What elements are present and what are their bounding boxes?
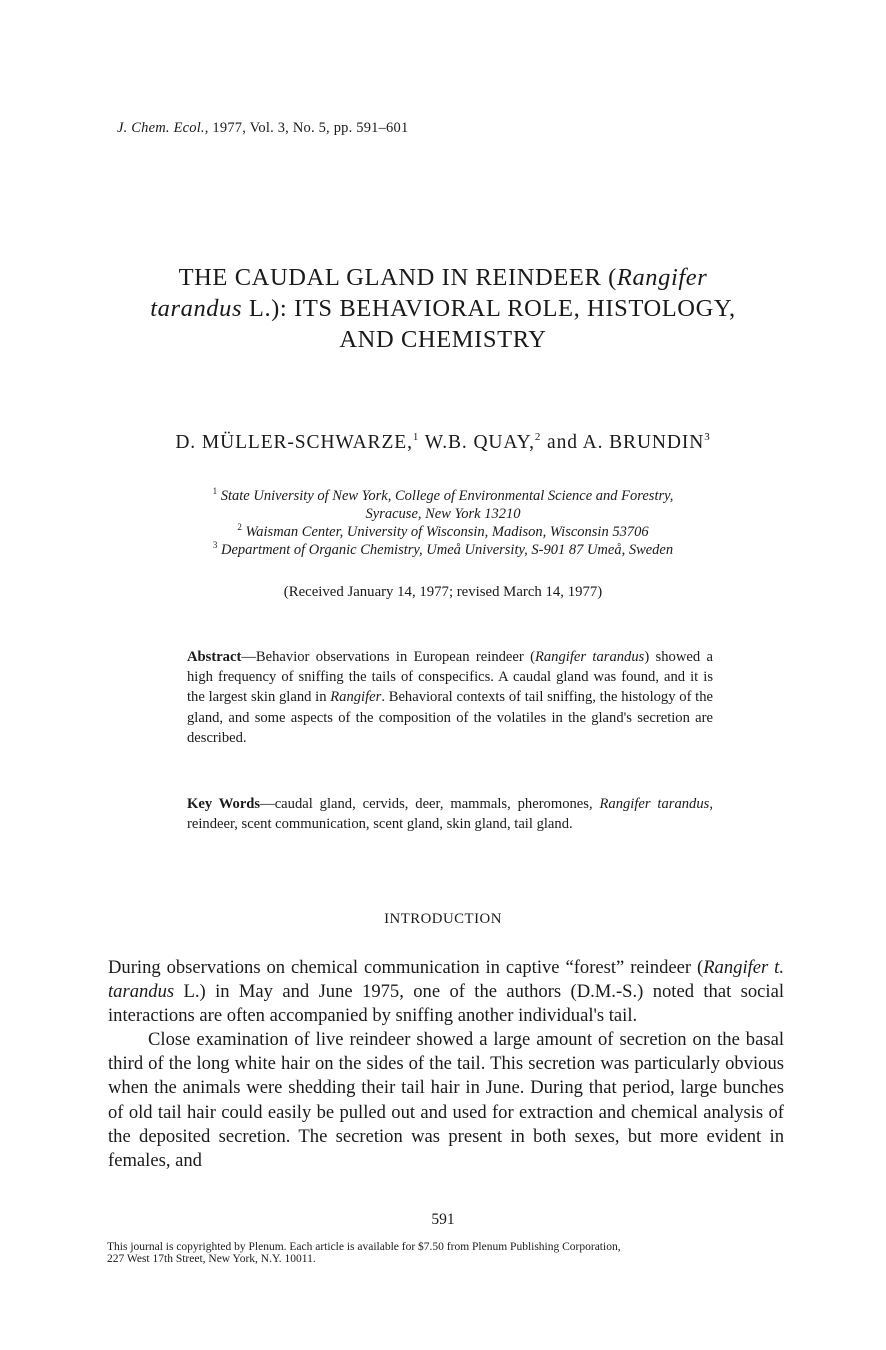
citation-details: , 1977, Vol. 3, No. 5, pp. 591–601 (204, 120, 409, 136)
title-text-2: L.): ITS BEHAVIORAL ROLE, HISTOLOGY, (242, 295, 736, 322)
paragraph-2: Close examination of live reindeer showed a large amount of secretion on the basal third of the long white hair on the sides of the tail. This secretion was particularly obvious when the animals were shedding their tail hair in June. During that period, large bunches of old tail hair could easily be pulled out and used for extraction and chemical analysis of the deposited secretion. The secretion was present in both sexes, but more evident in females, and (108, 1029, 784, 1171)
author-2-mark: 2 (534, 431, 542, 443)
abstract-label: Abstract (187, 649, 242, 665)
title-text-1: THE CAUDAL GLAND IN REINDEER ( (178, 264, 617, 291)
paragraph-1: During observations on chemical communication in captive “forest” reindeer (Rangifer t. tarandus L.) in May and June 1975, one of the authors (D.M.-S.) noted that social interactions are often accompanied by sniffing another individual's tail. (108, 957, 784, 1027)
affiliation-1: $^1$ State University of New York, College of Environmental Science and Forestry, (212, 486, 674, 504)
author-2: W.B. QUAY, (419, 432, 535, 453)
footnote-line-2: 227 West 17th Street, New York, N.Y. 10011. (107, 1253, 316, 1266)
author-1-mark: 1 (412, 431, 420, 443)
affiliation-1-city: Syracuse, New York 13210 (365, 506, 521, 522)
author-3-mark: 3 (704, 431, 711, 443)
title-text-3: AND CHEMISTRY (339, 326, 547, 353)
journal-citation (117, 120, 408, 137)
affiliation-2: $^2$ Waisman Center, University of Wisconsin, Madison, Wisconsin 53706 (237, 522, 649, 540)
section-heading-introduction: INTRODUCTION (384, 911, 502, 927)
received-dates: (Received January 14, 1977; revised March 14, 1977) (283, 584, 603, 600)
page-number: 591 (431, 1211, 455, 1228)
key-words-label: Key Words (187, 796, 261, 812)
copyright-footnote (107, 1241, 787, 1265)
key-words: Key Words—caudal gland, cervids, deer, mammals, pheromones, Rangifer tarandus, reindeer, scent communication, scent gland, skin gland, tail gland. (187, 796, 713, 833)
affiliation-3: $^3$ Department of Organic Chemistry, Umeå University, S-901 87 Umeå, Sweden (212, 540, 674, 558)
affiliations (100, 487, 786, 559)
author-3: and A. BRUNDIN (541, 432, 705, 453)
title-species: tarandus (150, 295, 243, 322)
abstract: Abstract—Behavior observations in European reindeer (Rangifer tarandus) showed a high frequency of sniffing the tails of conspecifics. A caudal gland was found, and it is the largest skin gland in Rangifer. Behavioral contexts of tail sniffing, the histology of the gland, and some aspects of the composition of the volatiles in the gland's secretion are described. (187, 649, 713, 746)
article-title (100, 262, 786, 355)
journal-name: J. Chem. Ecol. (117, 120, 205, 136)
title-genus: Rangifer (616, 264, 708, 291)
footnote-line-1: This journal is copyrighted by Plenum. Each article is available for $7.50 from Plenum Publishing Corporation, (107, 1241, 621, 1253)
introduction-body (108, 956, 784, 1173)
author-1: D. MÜLLER-SCHWARZE, (175, 432, 413, 453)
author-list (100, 432, 786, 454)
